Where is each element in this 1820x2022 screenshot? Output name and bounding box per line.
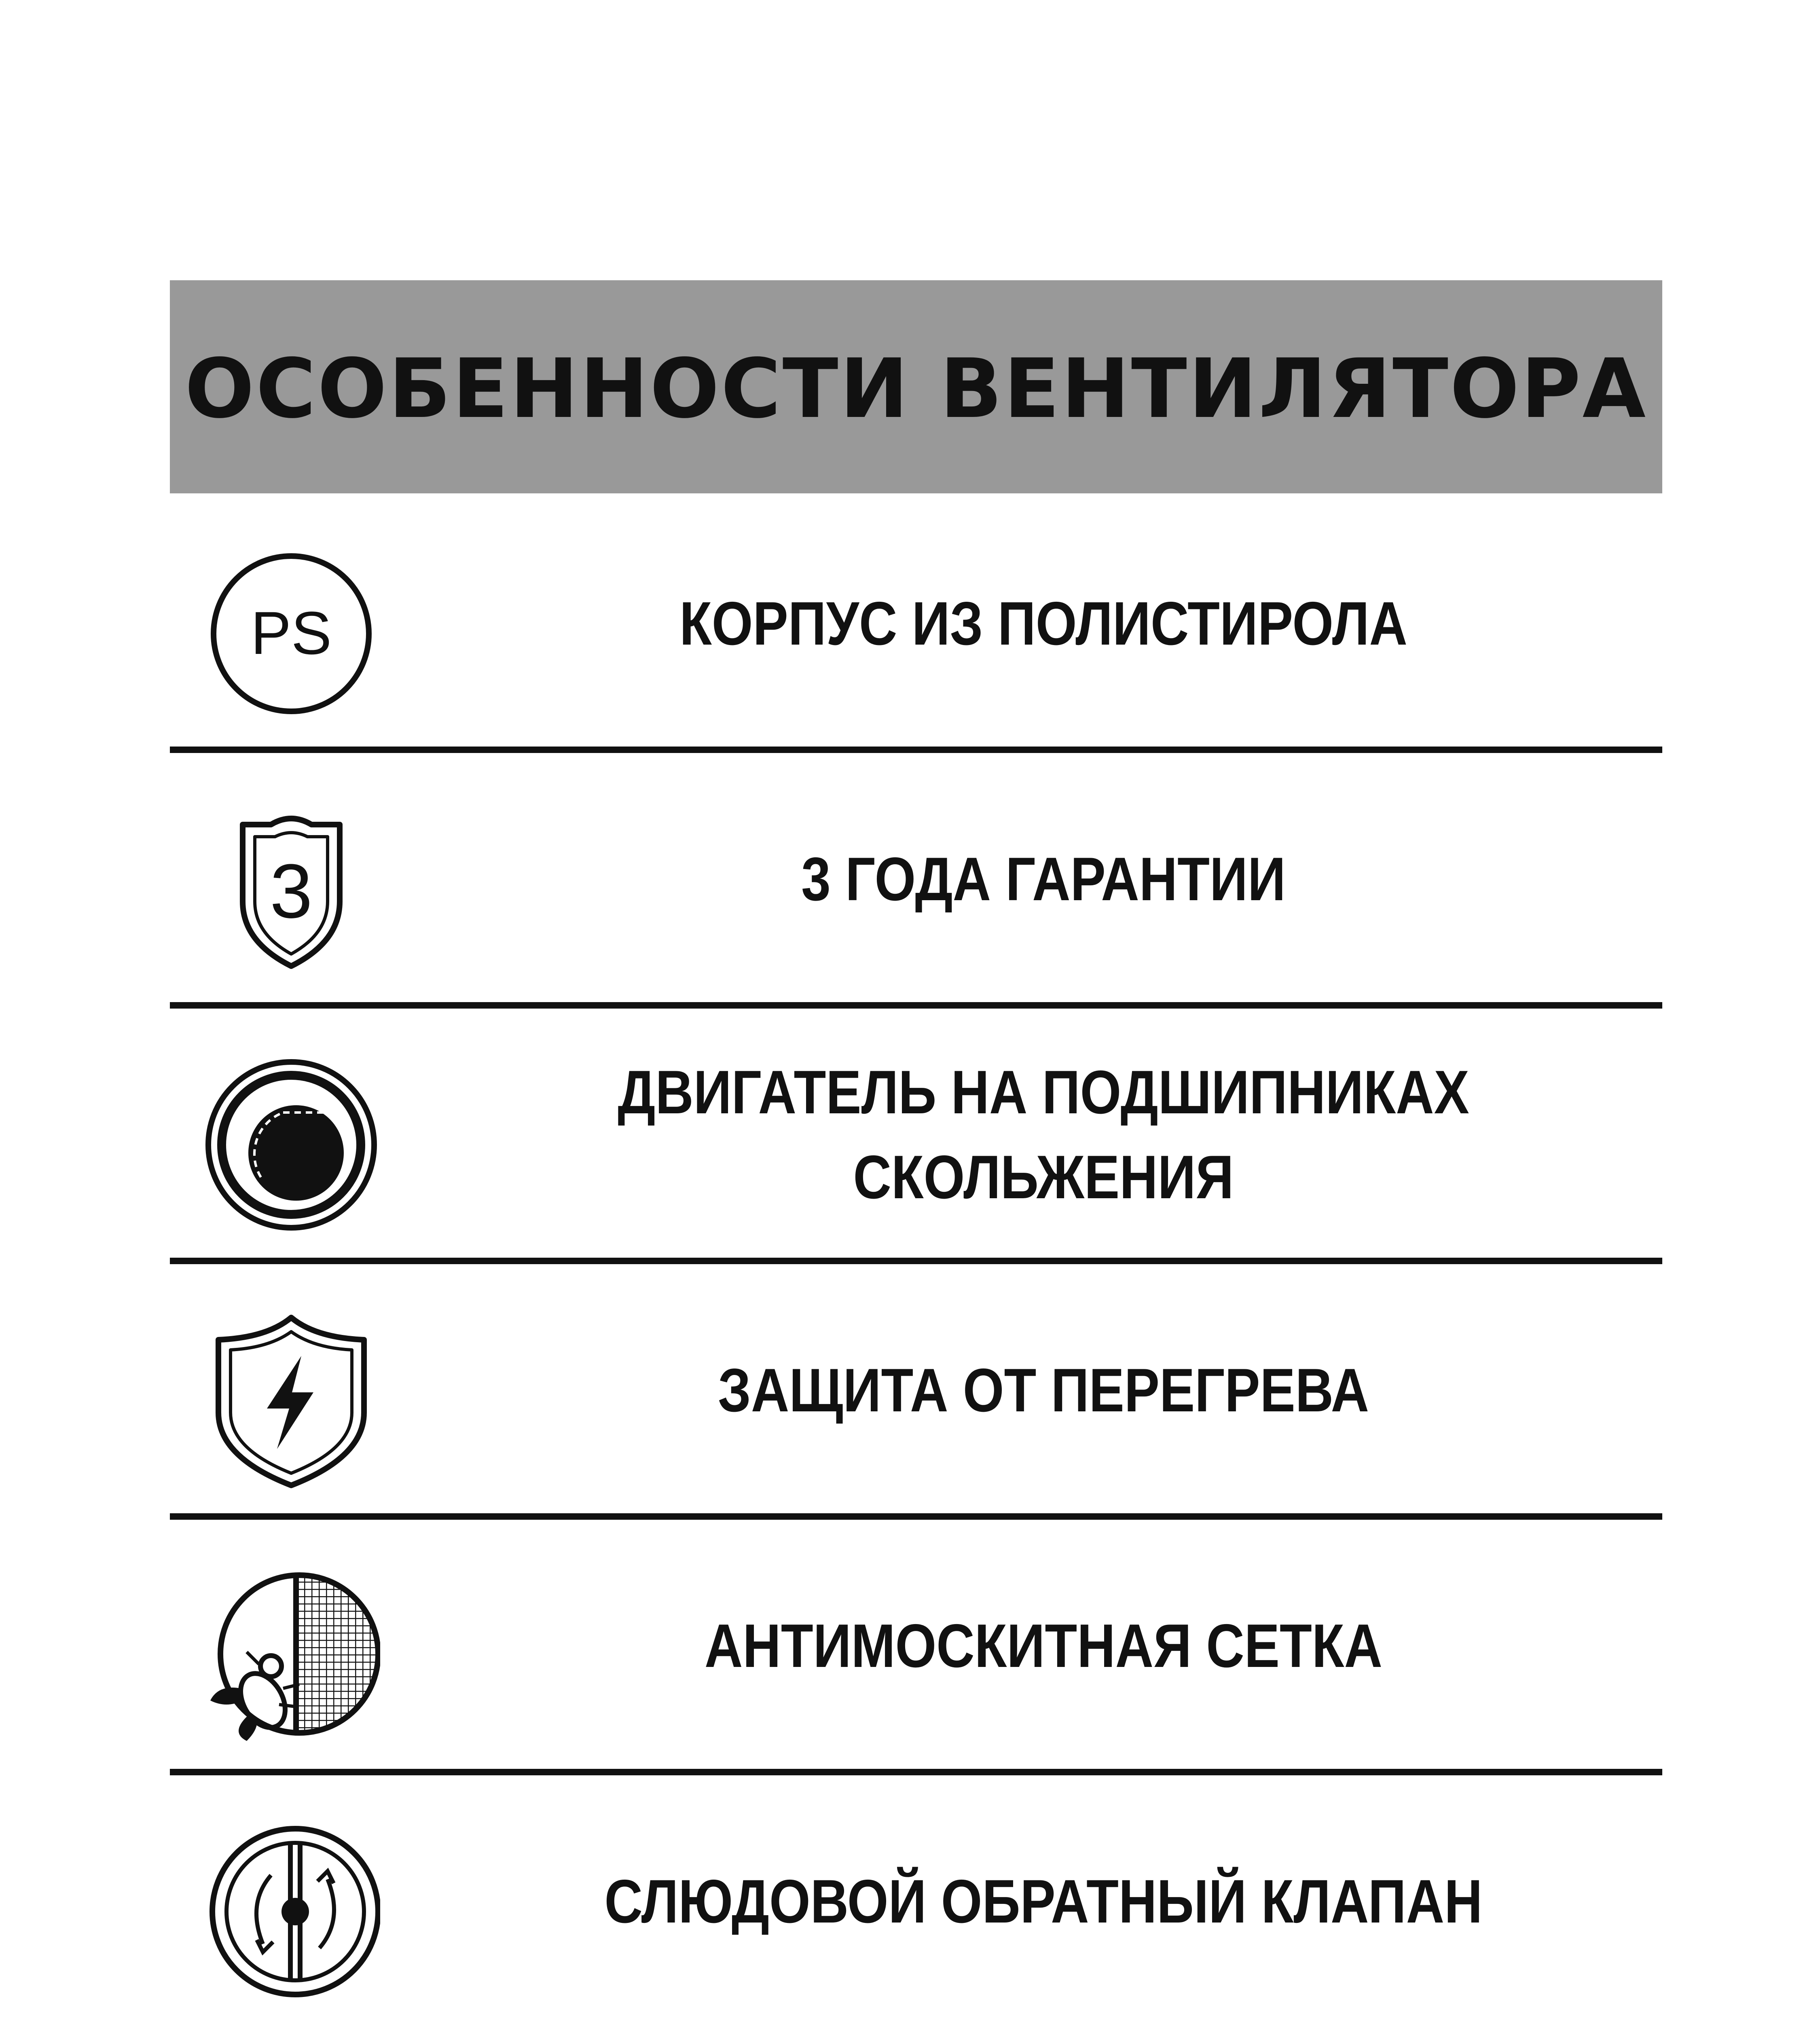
page-title: ОСОБЕННОСТИ ВЕНТИЛЯТОРА bbox=[185, 341, 1647, 436]
svg-text:PS: PS bbox=[250, 599, 332, 667]
svg-text:3: 3 bbox=[270, 848, 313, 934]
feature-label-line: КОРПУС ИЗ ПОЛИСТИРОЛА bbox=[679, 589, 1407, 658]
feature-row-check-valve bbox=[170, 1776, 1662, 2022]
feature-label bbox=[605, 754, 1481, 1005]
divider bbox=[170, 1769, 1662, 1775]
feature-label bbox=[605, 1009, 1481, 1260]
divider bbox=[170, 1002, 1662, 1009]
feature-row-bearing bbox=[170, 1009, 1662, 1260]
lightning-shield-icon bbox=[202, 1311, 380, 1489]
feature-label-line: СЛЮДОВОЙ ОБРАТНЫЙ КЛАПАН bbox=[604, 1867, 1483, 1936]
ps-material-icon bbox=[202, 545, 380, 723]
feature-label bbox=[605, 1776, 1481, 2022]
feature-row-polystyrene bbox=[170, 498, 1662, 749]
feature-row-warranty bbox=[170, 754, 1662, 1005]
bearing-icon bbox=[202, 1056, 380, 1234]
warranty-shield-icon bbox=[202, 800, 380, 978]
feature-label-line: ЗАЩИТА ОТ ПЕРЕГРЕВА bbox=[718, 1356, 1369, 1425]
mosquito-net-icon bbox=[202, 1567, 380, 1745]
feature-label bbox=[605, 1521, 1481, 1771]
check-valve-icon bbox=[202, 1823, 380, 2001]
feature-label-line: ДВИГАТЕЛЬ НА ПОДШИПНИКАХ bbox=[618, 1058, 1469, 1127]
feature-label-line: 3 ГОДА ГАРАНТИИ bbox=[801, 845, 1286, 914]
feature-label bbox=[605, 1265, 1481, 1516]
divider bbox=[170, 747, 1662, 753]
feature-row-mosquito-net bbox=[170, 1521, 1662, 1771]
header-banner bbox=[170, 280, 1662, 493]
feature-label-line: АНТИМОСКИТНАЯ СЕТКА bbox=[705, 1612, 1382, 1680]
feature-label bbox=[605, 498, 1481, 749]
feature-label-line: СКОЛЬЖЕНИЯ bbox=[853, 1143, 1234, 1212]
divider bbox=[170, 1513, 1662, 1520]
feature-row-overheat bbox=[170, 1265, 1662, 1516]
divider bbox=[170, 1258, 1662, 1264]
